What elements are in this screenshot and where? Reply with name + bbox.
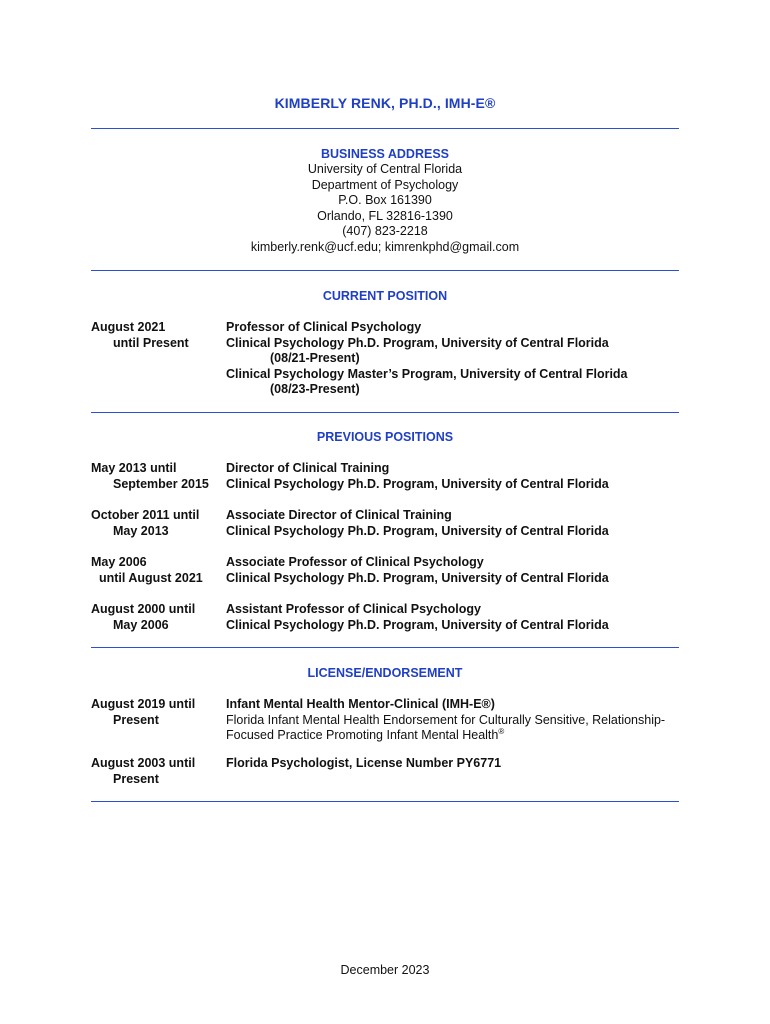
address-line: Orlando, FL 32816-1390 bbox=[317, 208, 453, 223]
entry-dates bbox=[91, 508, 226, 539]
date-start: August 2000 until bbox=[91, 602, 196, 616]
date-start: August 2019 until bbox=[91, 697, 196, 711]
divider bbox=[91, 412, 679, 413]
position-title: Professor of Clinical Psychology bbox=[226, 320, 422, 334]
entry-dates bbox=[91, 320, 226, 351]
date-start: August 2003 until bbox=[91, 756, 196, 770]
program: Clinical Psychology Ph.D. Program, University of Central Florida bbox=[226, 617, 609, 632]
entry-description bbox=[226, 756, 686, 772]
entry-dates bbox=[91, 555, 226, 586]
license-title: Florida Psychologist, License Number PY6771 bbox=[226, 756, 502, 770]
license-title: Infant Mental Health Mentor-Clinical (IMH-E®) bbox=[226, 697, 495, 711]
date-end: September 2015 bbox=[113, 476, 209, 491]
entry-dates bbox=[91, 602, 226, 633]
position-title: Associate Director of Clinical Training bbox=[226, 508, 452, 522]
license-description bbox=[226, 728, 686, 744]
email-addresses: kimberly.renk@ucf.edu; kimrenkphd@gmail.com bbox=[250, 239, 520, 254]
divider bbox=[91, 270, 679, 271]
program: Clinical Psychology Master’s Program, University of Central Florida bbox=[226, 366, 628, 381]
date-end: May 2006 bbox=[113, 617, 169, 632]
program: Clinical Psychology Ph.D. Program, University of Central Florida bbox=[226, 335, 609, 350]
entry-description bbox=[226, 461, 686, 492]
license-description: Florida Infant Mental Health Endorsement for Culturally Sensitive, Relationship- bbox=[226, 712, 666, 727]
divider bbox=[91, 647, 679, 648]
business-address-heading: BUSINESS ADDRESS bbox=[320, 147, 450, 161]
date-end: Present bbox=[113, 771, 159, 786]
business-address bbox=[0, 162, 770, 256]
position-title: Assistant Professor of Clinical Psychology bbox=[226, 602, 481, 616]
date-start: May 2013 until bbox=[91, 461, 177, 475]
date-end: until August 2021 bbox=[99, 570, 203, 585]
address-line: P.O. Box 161390 bbox=[338, 193, 432, 208]
entry-description bbox=[226, 320, 686, 398]
license-heading: LICENSE/ENDORSEMENT bbox=[307, 666, 463, 680]
entry-description bbox=[226, 602, 686, 633]
date-end: Present bbox=[113, 712, 159, 727]
date-end: May 2013 bbox=[113, 523, 169, 538]
entry-description bbox=[226, 508, 686, 539]
date-start: August 2021 bbox=[91, 320, 166, 334]
date-start: May 2006 bbox=[91, 555, 147, 569]
entry-description bbox=[226, 697, 686, 744]
registered-mark: ® bbox=[498, 727, 505, 737]
position-title: Director of Clinical Training bbox=[226, 461, 390, 475]
program-dates: (08/21-Present) bbox=[270, 351, 360, 366]
previous-positions-heading: PREVIOUS POSITIONS bbox=[316, 430, 454, 444]
address-line: Department of Psychology bbox=[311, 177, 459, 192]
entry-description bbox=[226, 555, 686, 586]
license-description-text: Focused Practice Promoting Infant Mental Health bbox=[226, 728, 499, 743]
date-start: October 2011 until bbox=[91, 508, 200, 522]
divider bbox=[91, 801, 679, 802]
entry-dates bbox=[91, 461, 226, 492]
entry-dates bbox=[91, 756, 226, 787]
program: Clinical Psychology Ph.D. Program, University of Central Florida bbox=[226, 523, 609, 538]
program: Clinical Psychology Ph.D. Program, University of Central Florida bbox=[226, 476, 609, 491]
phone-number: (407) 823-2218 bbox=[342, 224, 428, 239]
position-title: Associate Professor of Clinical Psychology bbox=[226, 555, 484, 569]
current-position-heading: CURRENT POSITION bbox=[322, 289, 448, 303]
entry-dates bbox=[91, 697, 226, 728]
program: Clinical Psychology Ph.D. Program, University of Central Florida bbox=[226, 570, 609, 585]
address-line: University of Central Florida bbox=[307, 162, 463, 176]
divider bbox=[91, 128, 679, 129]
date-end: until Present bbox=[113, 335, 189, 350]
footer-date: December 2023 bbox=[340, 963, 430, 977]
page-title: KIMBERLY RENK, PH.D., IMH-E® bbox=[274, 95, 496, 111]
program-dates: (08/23-Present) bbox=[270, 382, 360, 397]
